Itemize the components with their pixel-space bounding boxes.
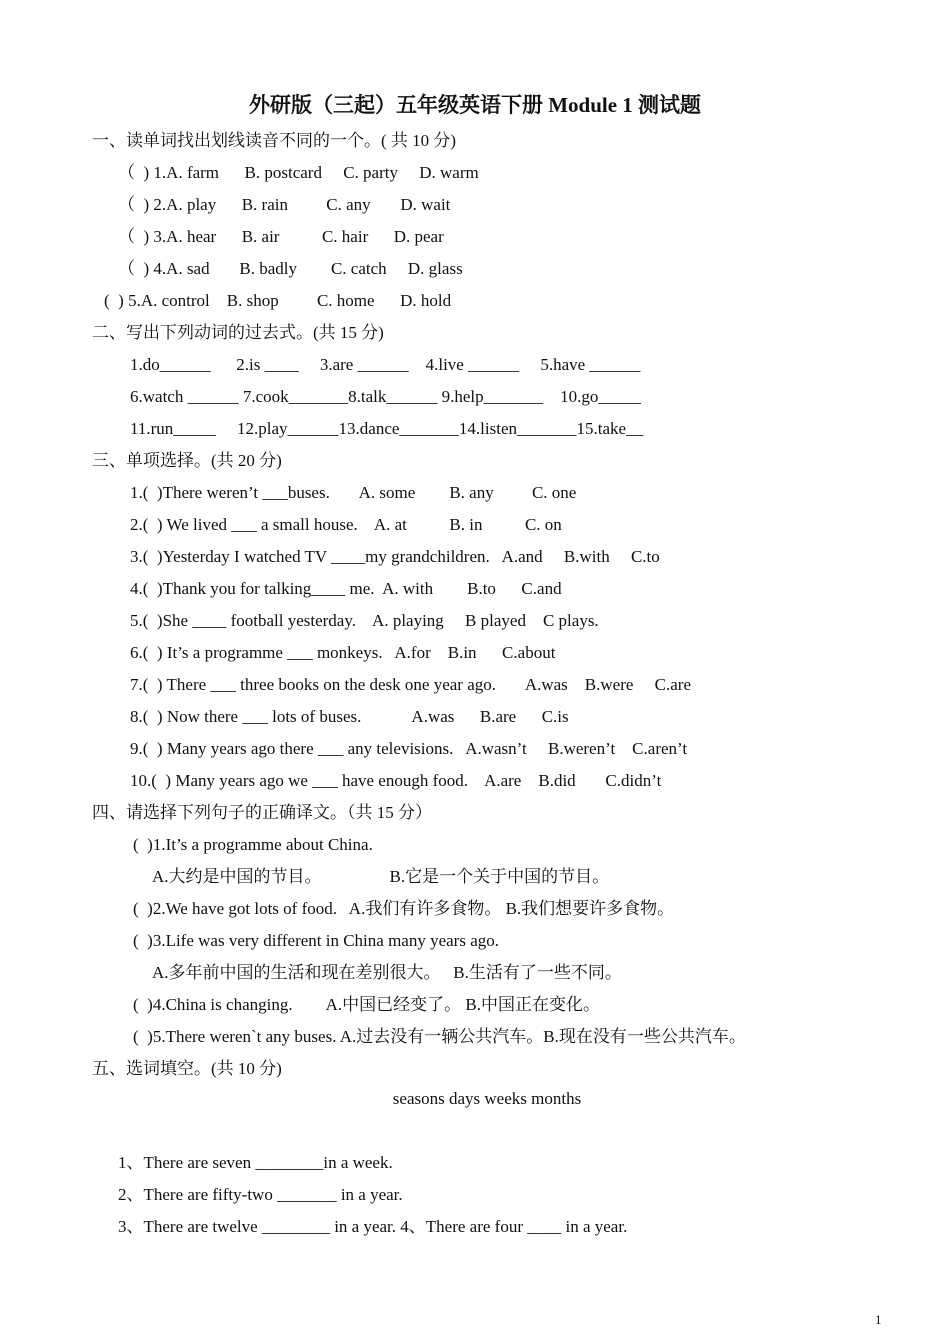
q3-item-3: 3.( )Yesterday I watched TV ____my grandchildren. A.and B.with C.to (130, 547, 660, 566)
q5-item-2: 2、There are fifty-two _______ in a year. (118, 1185, 403, 1204)
q5-item-1: 1、There are seven ________in a week. (118, 1153, 393, 1172)
word-bank: seasons days weeks months (392, 1089, 582, 1108)
q3-item-8: 8.( ) Now there ___ lots of buses. A.was B.are C.is (130, 707, 569, 726)
q3-item-4: 4.( )Thank you for talking____ me. A. with B.to C.and (130, 579, 562, 598)
q2-row-1: 1.do______ 2.is ____ 3.are ______ 4.live ______ 5.have ______ (130, 355, 641, 374)
q3-item-5: 5.( )She ____ football yesterday. A. playing B played C plays. (130, 611, 599, 630)
q3-item-7: 7.( ) There ___ three books on the desk one year ago. A.was B.were C.are (130, 675, 691, 694)
q1-item-1: （ ) 1.A. farm B. postcard C. party D. warm (118, 163, 479, 182)
page-title: 外研版（三起）五年级英语下册 Module 1 测试题 (248, 93, 702, 117)
q3-item-10: 10.( ) Many years ago we ___ have enough food. A.are B.did C.didn’t (130, 771, 662, 790)
section-2-heading: 二、写出下列动词的过去式。(共 15 分) (92, 323, 384, 342)
q3-item-2: 2.( ) We lived ___ a small house. A. at B. in C. on (130, 515, 562, 534)
q2-row-3: 11.run_____ 12.play______13.dance_______14.listen_______15.take__ (130, 419, 644, 438)
q2-row-2: 6.watch ______ 7.cook_______8.talk______ 9.help_______ 10.go_____ (130, 387, 641, 406)
q3-item-1: 1.( )There weren’t ___buses. A. some B. any C. one (130, 483, 577, 502)
section-3-heading: 三、单项选择。(共 20 分) (92, 451, 282, 470)
q4-item-1-options: A.大约是中国的节目。 B.它是一个关于中国的节目。 (152, 867, 610, 886)
q4-item-5: ( )5.There weren`t any buses. A.过去没有一辆公共汽车。B.现在没有一些公共汽车。 (133, 1027, 746, 1046)
q5-item-3-4: 3、There are twelve ________ in a year. 4、There are four ____ in a year. (118, 1217, 628, 1236)
q3-item-9: 9.( ) Many years ago there ___ any televisions. A.wasn’t B.weren’t C.aren’t (130, 739, 688, 758)
q4-item-2: ( )2.We have got lots of food. A.我们有许多食物。 B.我们想要许多食物。 (133, 899, 675, 918)
q1-item-3: （ ) 3.A. hear B. air C. hair D. pear (118, 227, 444, 246)
q3-item-6: 6.( ) It’s a programme ___ monkeys. A.for B.in C.about (130, 643, 556, 662)
q4-item-3: ( )3.Life was very different in China many years ago. (133, 931, 500, 950)
page-number: 1 (875, 1312, 882, 1327)
q1-item-5: ( ) 5.A. control B. shop C. home D. hold (104, 291, 452, 310)
section-5-heading: 五、选词填空。(共 10 分) (92, 1059, 282, 1078)
q4-item-3-options: A.多年前中国的生活和现在差别很大。 B.生活有了一些不同。 (152, 963, 622, 982)
section-1-heading: 一、读单词找出划线读音不同的一个。( 共 10 分) (92, 131, 457, 150)
q4-item-1: ( )1.It’s a programme about China. (133, 835, 373, 854)
q1-item-2: （ ) 2.A. play B. rain C. any D. wait (118, 195, 451, 214)
section-4-heading: 四、请选择下列句子的正确译文。（共 15 分） (92, 803, 432, 822)
q4-item-4: ( )4.China is changing. A.中国已经变了。 B.中国正在变化。 (133, 995, 601, 1014)
q1-item-4: （ ) 4.A. sad B. badly C. catch D. glass (118, 259, 463, 278)
